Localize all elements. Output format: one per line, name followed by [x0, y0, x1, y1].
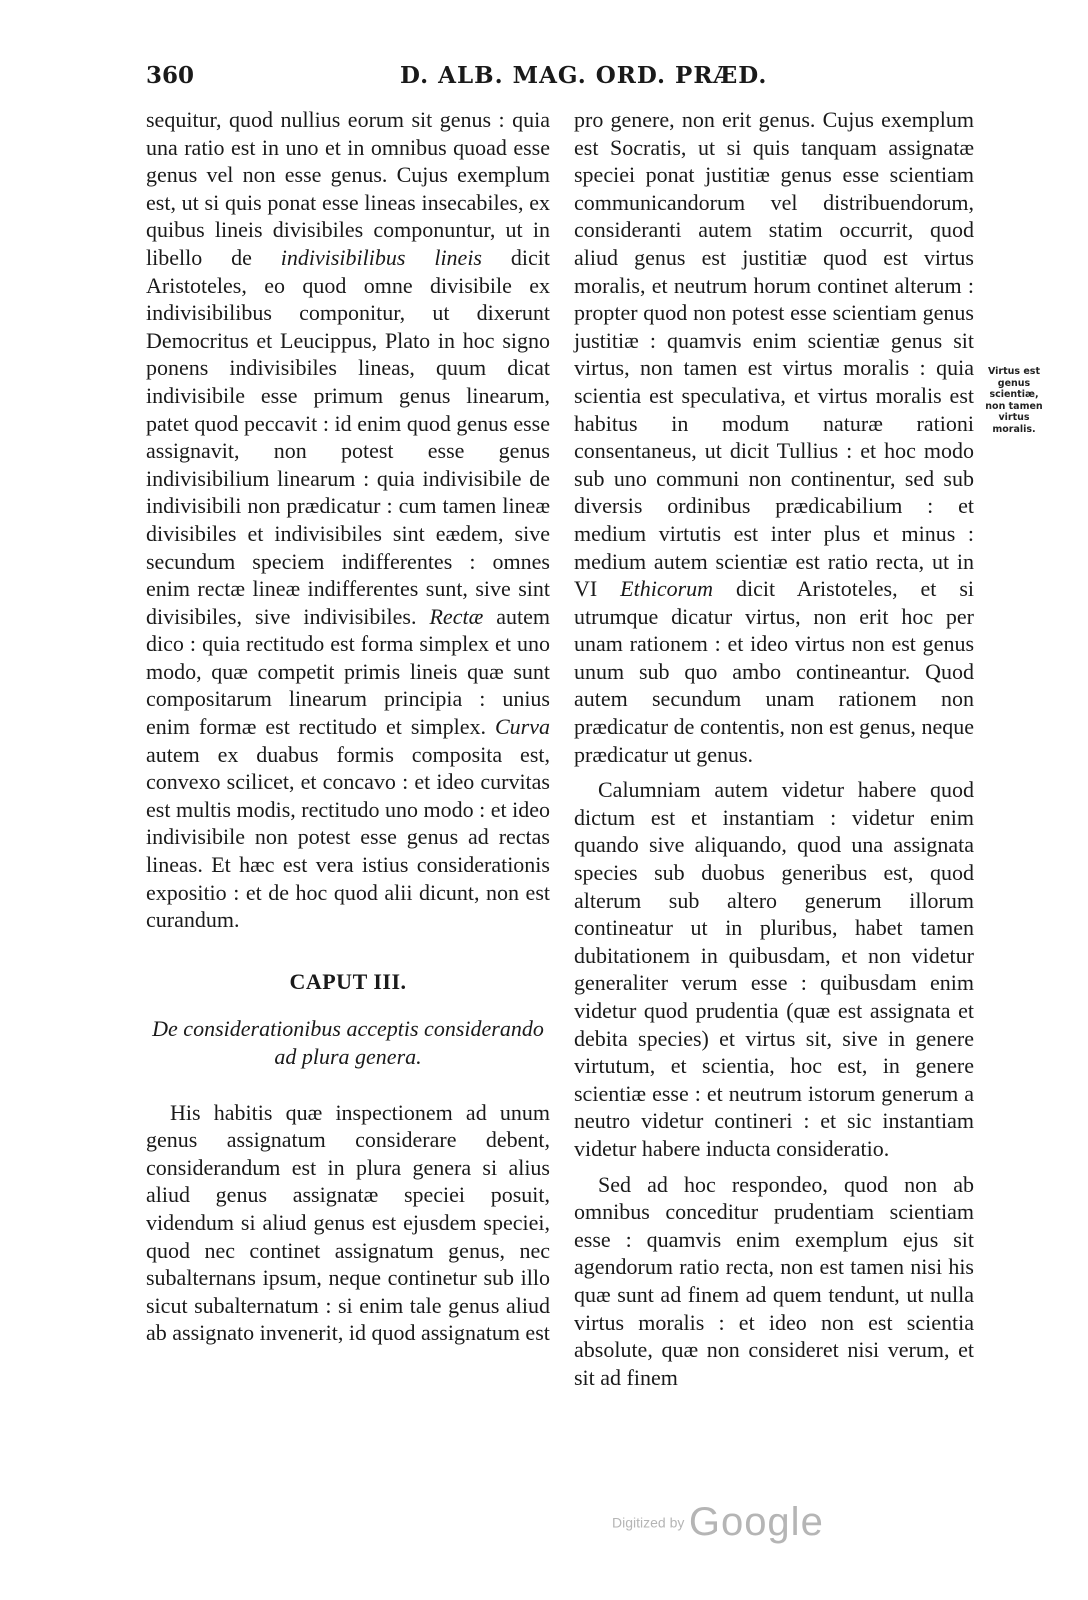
right-paragraph-3: Sed ad hoc respondeo, quod non ab omnibus conceditur prudentiam scientiam esse : quamvis enim exemplum ejus sit agendorum ratio recta, non est tamen nisi his quæ sunt ad finem ad quem tendunt, ut nulla virtus moralis : et ideo non est scientia absolute, quæ non consideret nisi verum, et sit ad finem: [574, 1171, 974, 1390]
margin-note: Virtus est genus scientiæ, non tamen virtus moralis.: [985, 366, 1043, 435]
text-run: pro genere, non erit genus. Cujus exemplum est Socratis, ut si quis tanquam assignatæ speciei ponat justitiæ genus esse scientiam communicandorum vel distribuendorum, consideranti autem statim occurrit, quod aliud genus est justitiæ quod est virtus moralis, et neutrum horum continet alterum : propter quod non potest esse scientiam genus justitiæ : quamvis enim scientiæ genus sit virtus, non tamen est virtus moralis : quia scientia est speculativa, et virtus moralis est habitus in modum naturæ rationi consentaneus, ut dicit Tullius : et hoc modo sub uno communi non continentur, sed sub diversis ordinibus prædicabilium : et medium virtutis est inter plus et minus : medium autem scientiæ est ratio recta, ut in VI: [574, 107, 974, 602]
left-paragraph-1: [146, 106, 550, 934]
italic-title: Ethicorum: [620, 576, 714, 602]
google-logo: Google: [688, 1500, 824, 1544]
right-column: [574, 106, 974, 1391]
digitized-watermark: [612, 1500, 824, 1545]
chapter-title: CAPUT III.: [289, 968, 407, 994]
text-run: sequitur, quod nullius eorum sit genus : quia una ratio est in uno et in omnibus quoad esse genus vel non esse genus. Cujus exemplum est, ut si quis ponat esse lineas insecabiles, ex quibus lineis divisibiles componuntur, ut in libello de: [146, 107, 550, 270]
left-column: [146, 106, 550, 1347]
text-run: autem ex duabus formis composita est, convexo scilicet, et concavo : et ideo curvitas est multis modis, rectitudo uno modo : et ideo indivisibile non potest esse genus ad rectas lineas. Et hæc est vera istius considerationis expositio : et de hoc quod alii dicunt, non est curandum.: [146, 741, 550, 933]
chapter-subtitle: De considerationibus acceptis considerando ad plura genera.: [152, 1016, 544, 1069]
italic-term: Rectæ: [429, 603, 484, 629]
running-title: D. ALB. MAG. ORD. PRÆD.: [400, 62, 768, 89]
text-run: dicit Aristoteles, et si utrumque dicatur virtus, non erit hoc per unam rationem : et ideo virtus non est genus unum sub quo ambo contineantur. Quod autem secundum unam rationem non prædicatur de contentis, non est genus, neque prædicatur ut genus.: [574, 576, 975, 767]
right-paragraph-1: [574, 106, 974, 768]
italic-title: indivisibilibus lineis: [280, 244, 482, 270]
right-paragraph-2: Calumniam autem videtur habere quod dictum est et instantiam : videtur enim quando sive aliquando, quod una assignata species sub duobus generibus est, quod alterum sub altero generum illorum contineatur ut in pluribus, habet tamen dubitationem in quibusdam, et non videtur generaliter verum esse : quibusdam enim videtur quod prudentia (quæ est assignata et debita species) et virtus sit, sive in genere virtutum, et scientia, hoc est, in genere scientiæ esse : et neutrum istorum generum a neutro videtur contineri : et sic instantiam videtur habere inducta consideratio.: [574, 777, 974, 1161]
page-number: 360: [146, 62, 195, 89]
text-run: autem dico : quia rectitudo est forma simplex et uno modo, quæ competit primis lineis quæ sunt compositarum linearum principia : unius enim formæ est rectitudo et simplex.: [146, 603, 551, 740]
page-header: [0, 60, 1088, 100]
italic-term: Curva: [495, 714, 550, 740]
watermark-prefix: Digitized by: [612, 1514, 685, 1531]
left-paragraph-2: His habitis quæ inspectionem ad unum genus assignatum considerare debent, considerandum est in plura genera si alius aliud genus assignatæ speciei posuit, videndum si aliud genus est ejusdem speciei, quod nec continet assignatum genus, nec subalternans ipsum, neque continetur sub illo sicut subalternatum : si enim tale genus aliud ab assignato invenerit, id quod assignatum est: [146, 1099, 550, 1346]
text-run: dicit Aristoteles, eo quod omne divisibile ex indivisibilibus componitur, ut dixerunt Democritus et Leucippus, Plato in hoc signo ponens indivisibiles lineas, quum dicat indivisibile esse primum genus linearum, patet quod peccavit : id enim quod genus esse assignavit, non potest esse genus indivisibilium linearum : quia indivisibile de indivisibili non prædicatur : cum tamen lineæ divisibiles et indivisibiles sint eædem, sive secundum speciem indifferentes : omnes enim rectæ lineæ indifferentes sunt, sive sint divisibiles, sive indivisibiles.: [146, 244, 550, 629]
